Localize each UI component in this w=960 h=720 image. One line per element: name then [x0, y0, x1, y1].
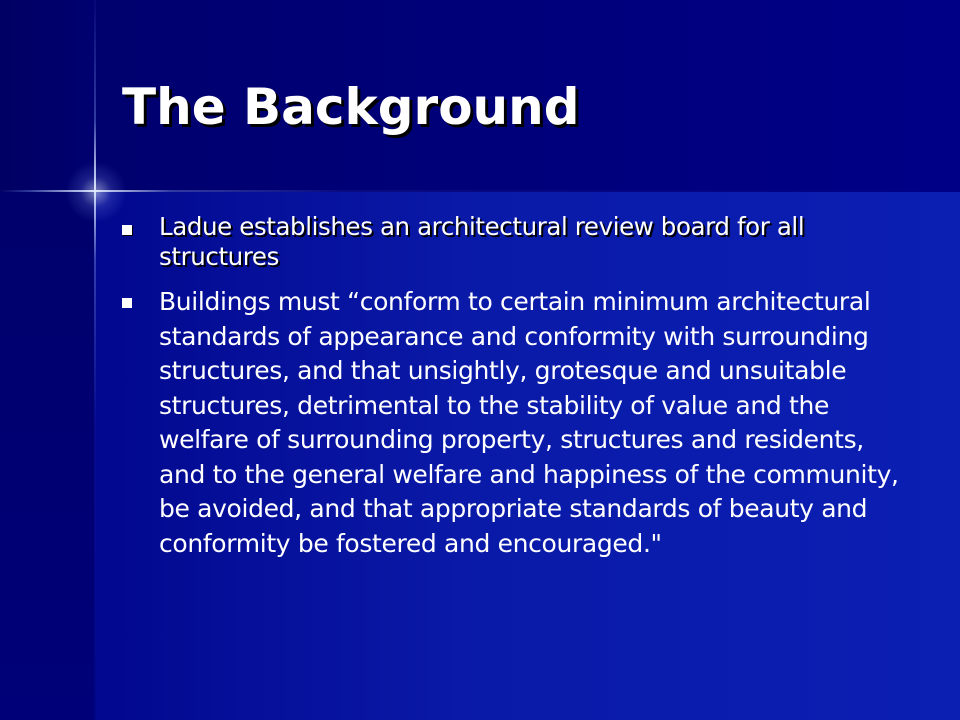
bullet-list	[120, 212, 900, 561]
left-band	[0, 192, 94, 720]
square-bullet-icon	[122, 225, 132, 235]
bullet-item-buildings-quote	[120, 285, 900, 561]
square-bullet-icon	[122, 298, 132, 308]
horizontal-light-line	[0, 190, 960, 192]
slide-title: The Background	[122, 78, 580, 136]
bullet-text: Buildings must “conform to certain minimum architectural standards of appearance and conformity with surrounding structures, and that unsightly, grotesque and unsuitable structures, detrimental to the stability of value and the welfare of surrounding property, structures and residents, and to the general welfare and happiness of the community, be avoided, and that appropriate standards of beauty and conformity be fostered and encouraged."	[159, 287, 899, 558]
star-glow	[65, 161, 127, 223]
vertical-light-line	[94, 0, 96, 720]
bullet-item-review-board	[120, 212, 900, 272]
bullet-text: Ladue establishes an architectural review board for all structures	[159, 212, 805, 271]
